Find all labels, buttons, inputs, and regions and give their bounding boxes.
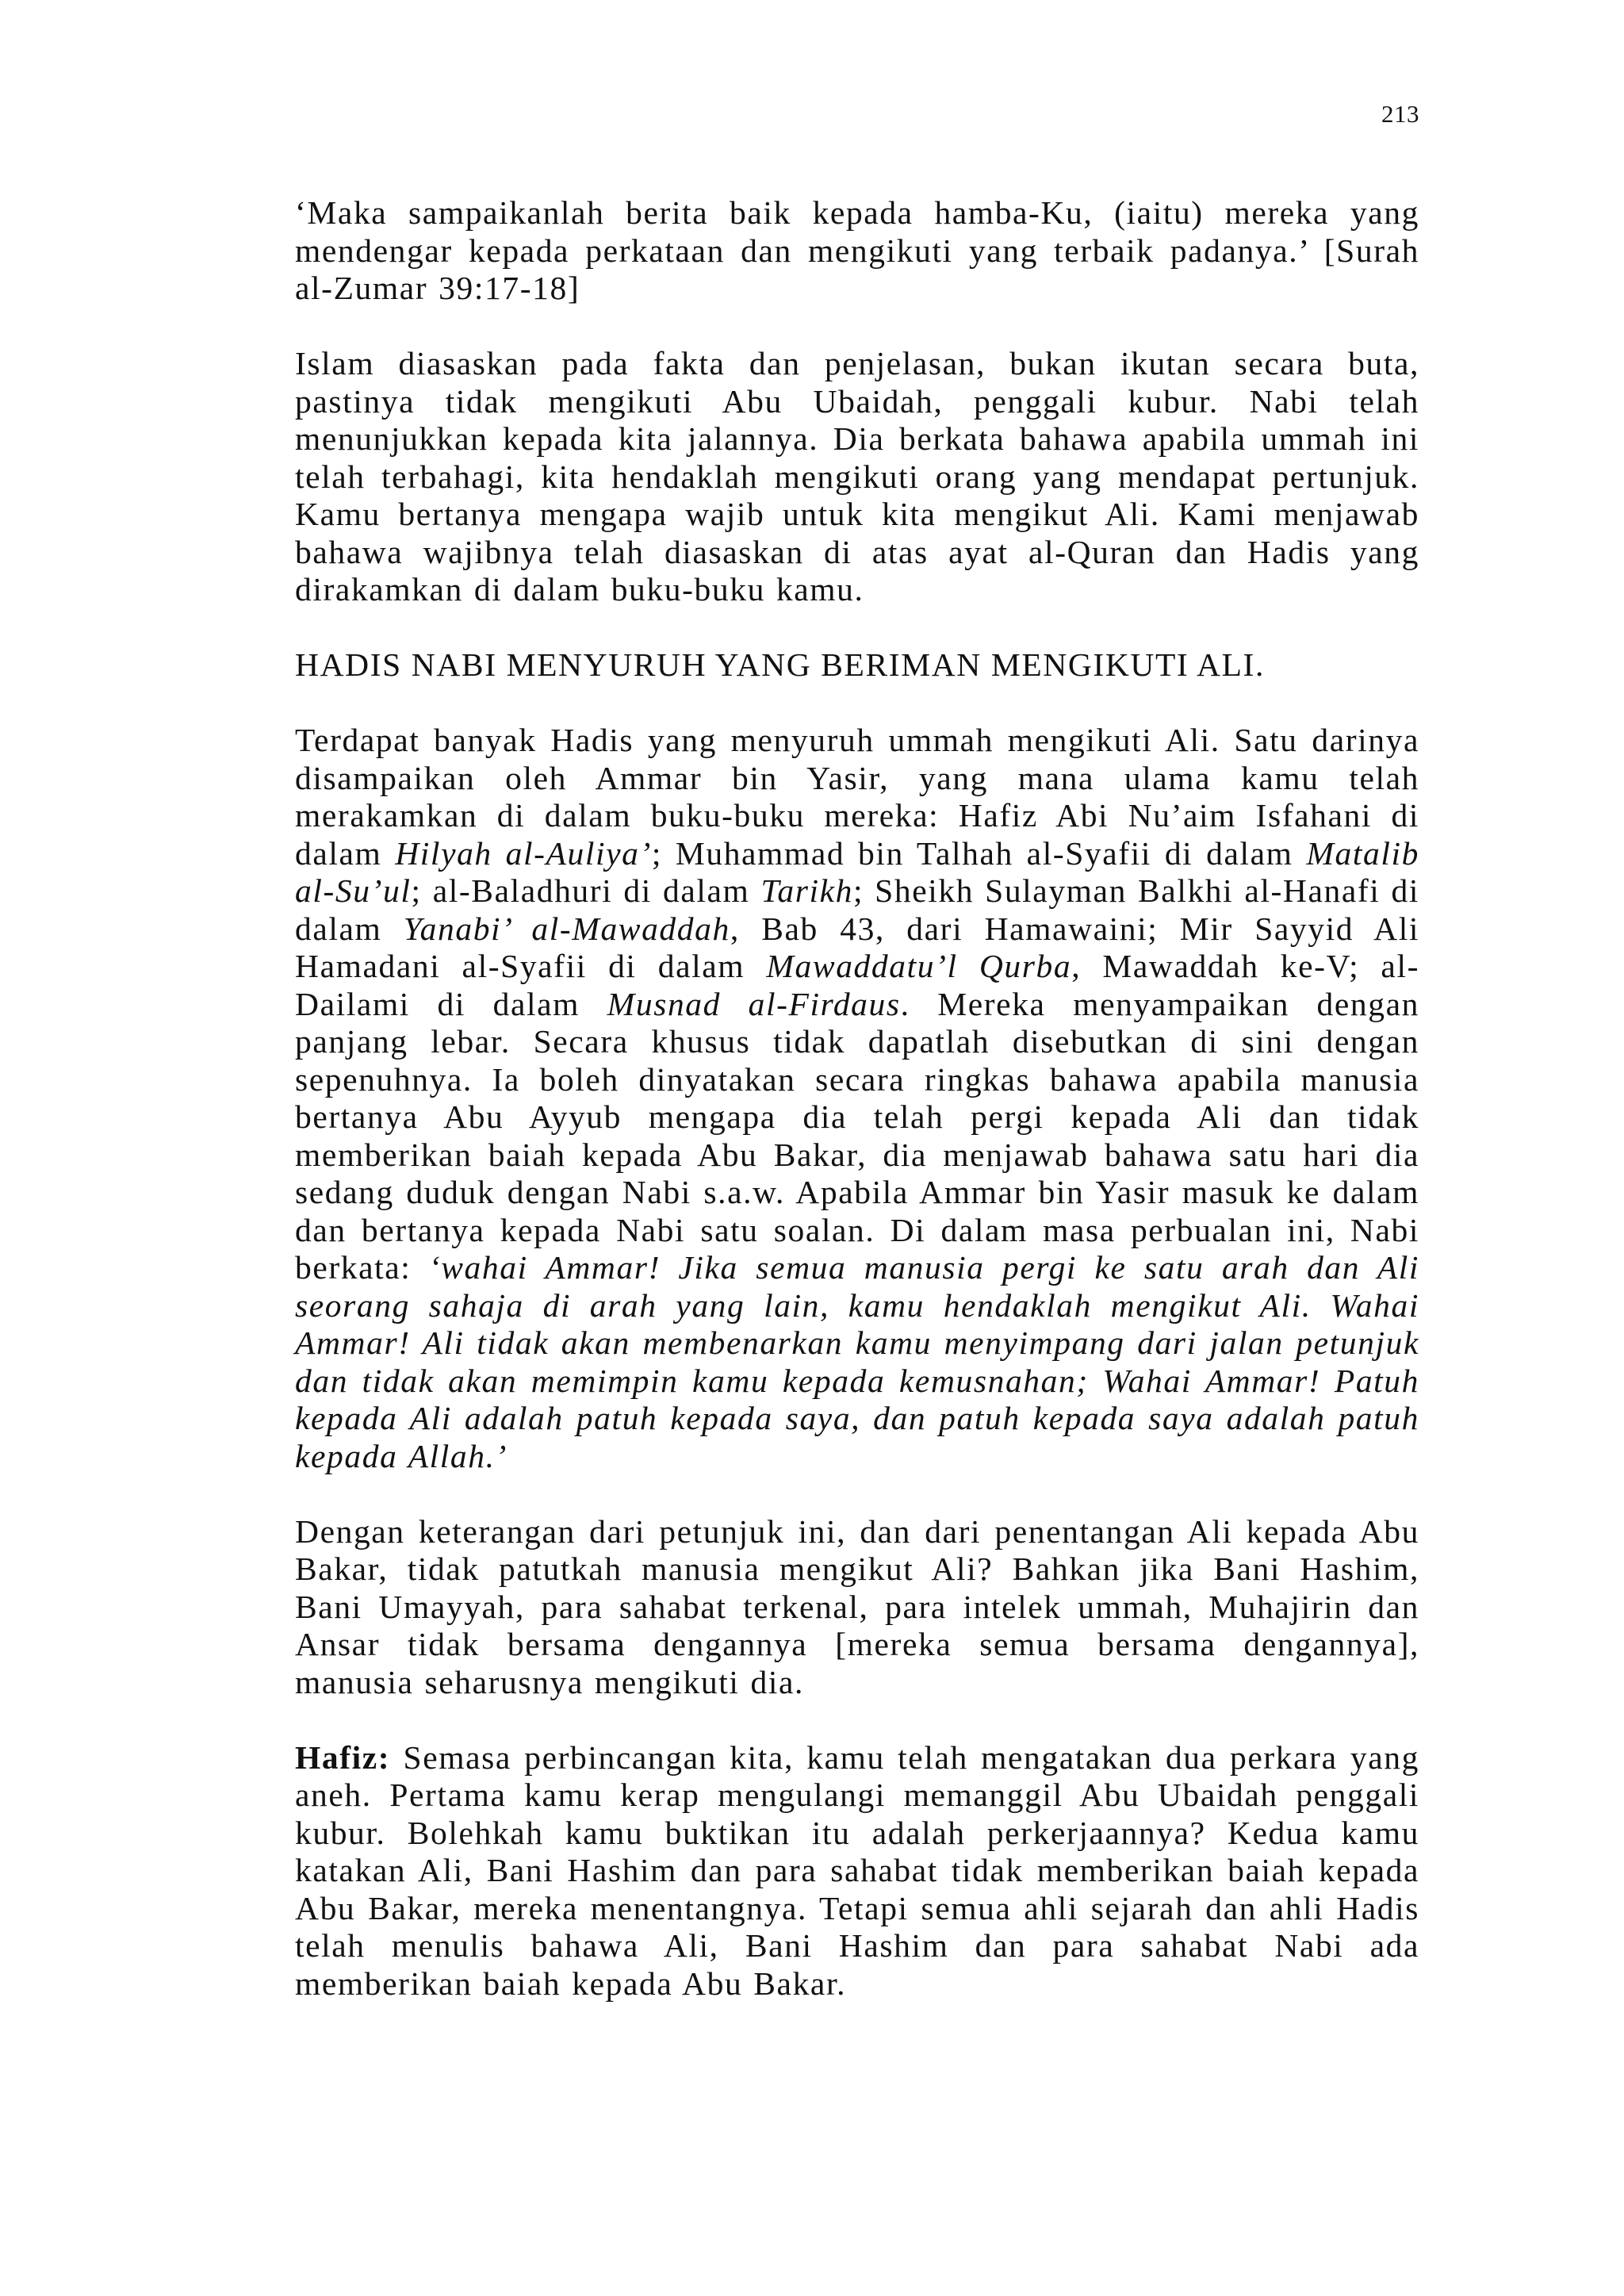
p2-text-1: Terdapat banyak Hadis yang menyuruh ummah mengikuti Ali. Satu darinya disampaikan oleh Ammar bin Yasir, yang mana ulama kamu telah merakamkan di dalam buku-buku mereka: Hafiz Abi Nu’aim Isfahani di dalam [295,722,1419,872]
page-body [295,194,1419,2041]
p2-hadith-quote: ‘wahai Ammar! Jika semua manusia pergi ke satu arah dan Ali seorang sahaja di arah yang lain, kamu hendaklah mengikut Ali. Wahai Ammar! Ali tidak akan membenarkan kamu menyimpang dari jalan petunjuk dan tidak akan memimpin kamu kepada kemusnahan; Wahai Ammar! Patuh kepada Ali adalah patuh kepada saya, dan patuh kepada saya adalah patuh kepada Allah.’ [295,1249,1419,1474]
paragraph-2 [295,722,1419,1475]
paragraph-4-text: Semasa perbincangan kita, kamu telah mengatakan dua perkara yang aneh. Pertama kamu kerap mengulangi memanggil Abu Ubaidah penggali kubur. Bolehkah kamu buktikan itu adalah perkerjaannya? Kedua kamu katakan Ali, Bani Hashim dan para sahabat tidak memberikan baiah kepada Abu Bakar, mereka menentangnya. Tetapi semua ahli sejarah dan ahli Hadis telah menulis bahawa Ali, Bani Hashim dan para sahabat Nabi ada memberikan baiah kepada Abu Bakar. [295,1738,1419,2002]
p2-title-tarikh: Tarikh [760,872,853,909]
quote-text: ‘Maka sampaikanlah berita baik kepada hamba-Ku, (iaitu) mereka yang mendengar kepada perkataan dan mengikuti yang terbaik padanya.’ [295,194,1419,269]
p2-text-3: ; al-Baladhuri di dalam [411,872,761,909]
p2-title-mawaddatu: Mawaddatu’l Qurba [766,948,1072,984]
section-heading: HADIS NABI MENYURUH YANG BERIMAN MENGIKUTI ALI. [295,646,1265,683]
p2-text-6: , Mawaddah ke-V; al-Dailami di dalam [295,948,1420,1022]
p2-title-yanabi: Yanabi’ al-Mawaddah [403,910,730,947]
p2-title-matalib: Matalib al-Su’ul [295,834,1419,909]
p2-text-5: , Bab 43, dari Hamawaini; Mir Sayyid Ali Hamadani al-Syafii di dalam [295,910,1419,984]
speaker-label: Hafiz: [295,1738,391,1776]
paragraph-1: Islam diasaskan pada fakta dan penjelasan, bukan ikutan secara buta, pastinya tidak mengikuti Abu Ubaidah, penggali kubur. Nabi telah menunjukkan kepada kita jalannya. Dia berkata bahawa apabila ummah ini telah terbahagi, kita hendaklah mengikuti orang yang mendapat pertunjuk. Kamu bertanya mengapa wajib untuk kita mengikut Ali. Kami menjawab bahawa wajibnya telah diasaskan di atas ayat al-Quran dan Hadis yang dirakamkan di dalam buku-buku kamu. [295,345,1419,608]
paragraph-3: Dengan keterangan dari petunjuk ini, dan dari penentangan Ali kepada Abu Bakar, tidak patutkah manusia mengikut Ali? Bahkan jika Bani Hashim, Bani Umayyah, para sahabat terkenal, para intelek ummah, Muhajirin dan Ansar tidak bersama dengannya [mereka semua bersama dengannya], manusia seharusnya mengikuti dia. [295,1512,1419,1700]
p2-title-musnad: Musnad al-Firdaus [607,985,901,1022]
p2-text-7: . Mereka menyampaikan dengan panjang lebar. Secara khusus tidak dapatlah disebutkan di sini dengan sepenuhnya. Ia boleh dinyatakan secara ringkas bahawa apabila manusia bertanya Abu Ayyub mengapa dia telah pergi kepada Ali dan tidak memberikan baiah kepada Abu Bakar, dia menjawab bahawa satu hari dia sedang duduk dengan Nabi s.a.w. Apabila Ammar bin Yasir masuk ke dalam dan bertanya kepada Nabi satu soalan. Di dalam masa perbualan ini, Nabi berkata: [295,985,1419,1286]
p2-text-2: ; Muhammad bin Talhah al-Syafii di dalam [651,834,1307,872]
p2-text-4: ; Sheikh Sulayman Balkhi al-Hanafi di dalam [295,872,1420,947]
quote-paragraph [295,194,1419,308]
quote-source: [Surah al-Zumar 39:17-18] [295,232,1420,306]
page-number: 213 [1381,100,1419,128]
p2-title-hilyah: Hilyah al-Auliya’ [395,834,652,872]
paragraph-4 [295,1739,1419,2003]
